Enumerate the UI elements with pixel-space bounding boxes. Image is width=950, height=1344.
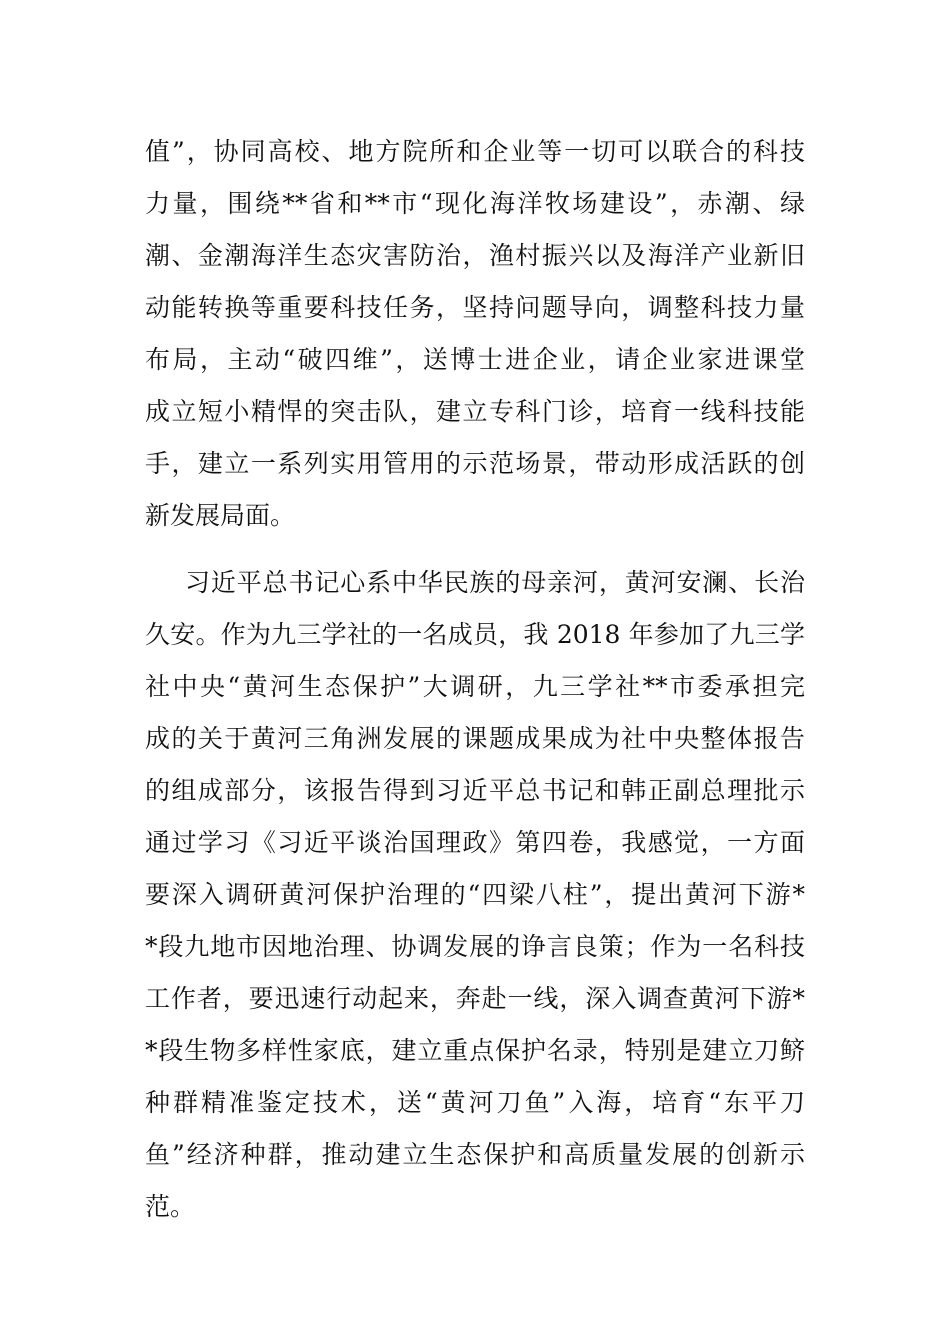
- paragraph-line: 工作者，要迅速行动起来，奔赴一线，深入调查黄河下游*: [145, 984, 805, 1013]
- paragraph-line: 潮、金潮海洋生态灾害防治，渔村振兴以及海洋产业新旧: [145, 241, 805, 270]
- paragraph-line: 通过学习《习近平谈治国理政》第四卷，我感觉，一方面: [145, 828, 805, 857]
- paragraph-line: 成立短小精悍的突击队，建立专科门诊，培育一线科技能: [145, 397, 805, 426]
- paragraph-line: 范。: [145, 1192, 196, 1221]
- paragraph-line: 社中央“黄河生态保护”大调研，九三学社**市委承担完: [145, 672, 805, 701]
- paragraph-line: 要深入调研黄河保护治理的“四梁八柱”，提出黄河下游*: [145, 880, 805, 909]
- paragraph-line: 习近平总书记心系中华民族的母亲河，黄河安澜、长治: [185, 568, 805, 597]
- paragraph-line: 的组成部分，该报告得到习近平总书记和韩正副总理批示: [145, 776, 805, 805]
- paragraph-line: *段九地市因地治理、协调发展的诤言良策；作为一名科技: [145, 932, 805, 961]
- paragraph-line: 手，建立一系列实用管用的示范场景，带动形成活跃的创: [145, 449, 805, 478]
- paragraph-line: 成的关于黄河三角洲发展的课题成果成为社中央整体报告: [145, 724, 805, 753]
- paragraph-line: 鱼”经济种群，推动建立生态保护和高质量发展的创新示: [145, 1140, 805, 1169]
- paragraph-line: 久安。作为九三学社的一名成员，我 2018 年参加了九三学: [145, 620, 805, 649]
- paragraph-line: 值”，协同高校、地方院所和企业等一切可以联合的科技: [145, 137, 805, 166]
- paragraph-line: *段生物多样性家底，建立重点保护名录，特别是建立刀鲚: [145, 1036, 805, 1065]
- paragraph-line: 动能转换等重要科技任务，坚持问题导向，调整科技力量: [145, 293, 805, 322]
- paragraph-line: 布局，主动“破四维”，送博士进企业，请企业家进课堂: [145, 345, 805, 374]
- paragraph-line: 种群精准鉴定技术，送“黄河刀鱼”入海，培育“东平刀: [145, 1088, 805, 1117]
- paragraph-line: 新发展局面。: [145, 501, 296, 530]
- paragraph-line: 力量，围绕**省和**市“现化海洋牧场建设”，赤潮、绿: [145, 189, 805, 218]
